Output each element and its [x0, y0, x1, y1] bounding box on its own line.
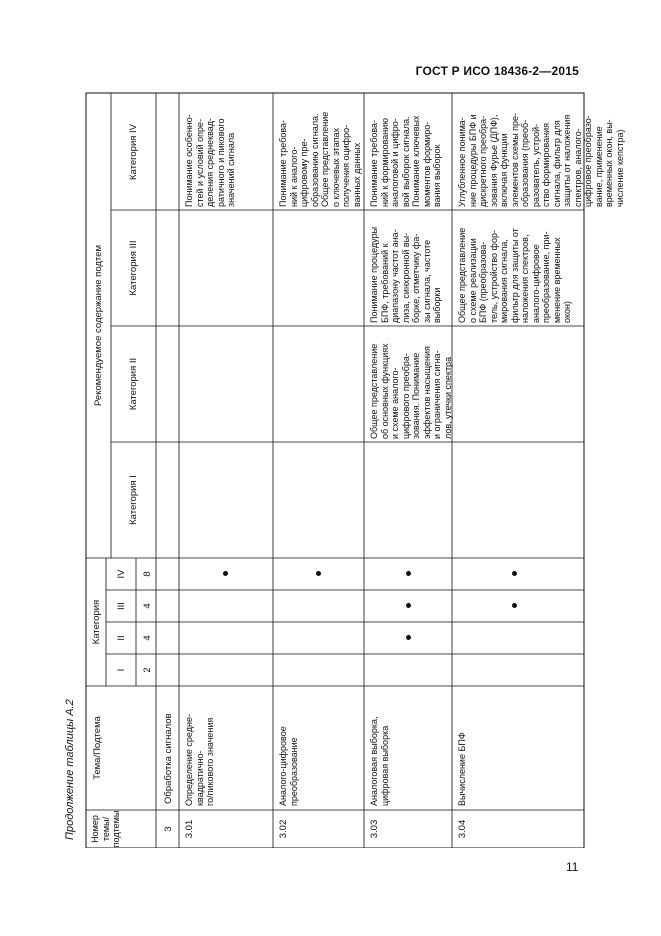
row-content-cat-iv: Углубленное понима- ние процедуры БПФ и дискретного преобра- зования Фурье (ДПФ), включая функции элементов схемы пре- образования (преоб- разователь, устрой- ство формирования сигнала, фильтр для защиты от наложения спектров, аналого- цифровое преобразо- вание, применение временных окон, вы- числение кепстра): [457, 112, 625, 207]
row-number: 3.01: [184, 819, 195, 839]
row-title: Вычисление БПФ: [457, 732, 467, 806]
mark-bullet-3-03-cat-iv: [406, 571, 411, 576]
header-cat-ii: II: [116, 635, 127, 641]
mark-bullet-3-03-cat-iii: [406, 603, 411, 608]
header-cat-i: I: [116, 668, 127, 672]
row-content-cat-iii: Общее представление о схеме реализации БПФ (преобразова- тель, устройство фор- мирования сигнала, фильтр для защиты от наложения спектров, аналого-цифровое преобразование, при- менение временных окон): [457, 227, 572, 323]
header-topic: Тема/Подтема: [92, 716, 103, 780]
row-title: Аналоговая выборка, цифровая выборка: [369, 716, 390, 806]
mark-bullet-3-03-cat-ii: [406, 635, 411, 640]
mark-bullet-3-04-cat-iv: [512, 571, 517, 576]
hours-cat-iii: 4: [142, 603, 153, 609]
header-number: Номер темы/ подтемы: [90, 810, 121, 848]
row-number: 3.02: [278, 819, 289, 839]
header-content-cat-iii: Категория III: [128, 240, 139, 296]
rotated-table-area: [62, 88, 625, 848]
hours-cat-iv: 8: [142, 571, 153, 577]
page-number: 11: [566, 860, 579, 874]
hours-cat-ii: 4: [142, 635, 153, 641]
row-content-cat-iv: Понимание требова- ний к формированию аналоговой и цифро- вой выборок сигнала. Понимание ключевых моментов формиро- вания выборок: [369, 115, 442, 207]
row-title: Определение средне- квадратично- го/пикового значения: [184, 714, 215, 806]
row-number: 3.03: [369, 819, 380, 839]
row-title: Аналого-цифровое преобразование: [278, 726, 299, 806]
table-caption: Продолжение таблицы А.2: [64, 699, 76, 840]
header-recommended: Рекомендуемое содержание подтем: [93, 245, 104, 406]
row-content-cat-iv: Понимание особенно- стей и условий опре- деления среднеквад- ратичного и пикового значений сигнала: [184, 114, 236, 207]
header-content-cat-iv: Категория IV: [128, 123, 139, 181]
header-cat-iv: IV: [116, 569, 127, 579]
header-content-cat-i: Категория I: [128, 475, 139, 525]
row-content-cat-iii: Понимание процедуры БПФ, требований к диапазону частот ана- лиза, синхронной вы- борке, отметчику фа- зы сигнала, частоте выборки: [369, 226, 442, 323]
header-cat-iii: III: [116, 602, 127, 610]
section-number: 3: [163, 826, 174, 832]
section-title: Обработка сигналов: [163, 713, 174, 804]
hours-cat-i: 2: [142, 667, 153, 673]
header-category: Категория: [91, 599, 102, 645]
mark-bullet-3-02-cat-iv: [316, 571, 321, 576]
mark-bullet-3-01-cat-iv: [223, 571, 228, 576]
row-number: 3.04: [457, 819, 468, 839]
row-content-cat-ii: Общее представление об основных функциях и схеме аналого- цифрового преобра- зования. Понимание эффектов насыщения и ограничения сигна- лов, утечки спектра: [369, 343, 453, 439]
standard-designation: ГОСТ Р ИСО 18436-2—2015: [415, 64, 579, 78]
header-content-cat-ii: Категория II: [128, 357, 139, 411]
row-content-cat-iv: Понимание требова- ний к аналого- цифровому пре- образованию сигнала. Общее представление о ключевых этапах получения оцифро- ванных данных: [278, 111, 362, 207]
mark-bullet-3-04-cat-iii: [512, 603, 517, 608]
